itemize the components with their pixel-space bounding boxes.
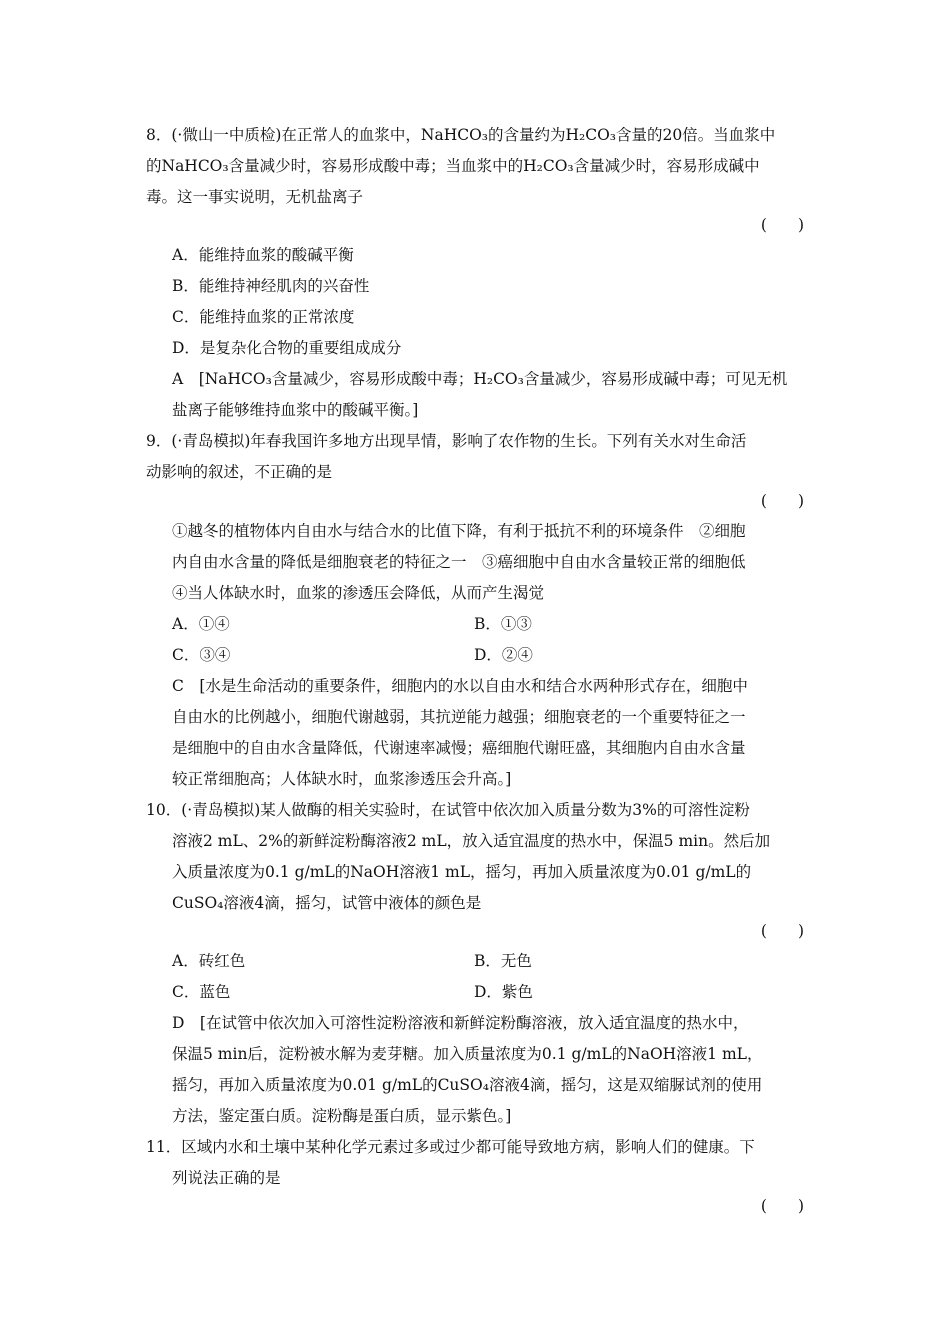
q8-option-b: B．能维持神经肌肉的兴奋性 (172, 277, 370, 295)
q9-statement-line-1: ①越冬的植物体内自由水与结合水的比值下降，有利于抵抗不利的环境条件 ②细胞 (172, 522, 746, 540)
q9-stem-line-1: 9．(·青岛模拟)年春我国许多地方出现旱情，影响了农作物的生长。下列有关水对生命活 (146, 432, 747, 450)
q10-option-c: C．蓝色 (172, 983, 231, 1001)
q11-stem-line-1: 11．区域内水和土壤中某种化学元素过多或过少都可能导致地方病，影响人们的健康。下 (146, 1138, 755, 1156)
q9-stem-line-2: 动影响的叙述，不正确的是 (146, 463, 333, 481)
q10-explanation-line-3: 摇匀，再加入质量浓度为0.01 g/mL的CuSO₄溶液4滴，摇匀，这是双缩脲试剂的使用 (172, 1076, 763, 1094)
q11-stem-line-2: 列说法正确的是 (172, 1169, 281, 1187)
q11-answer-paren: ( ) (760, 1197, 804, 1215)
q10-stem-line-3: 入质量浓度为0.1 g/mL的NaOH溶液1 mL，摇匀，再加入质量浓度为0.01 g/mL的 (172, 863, 752, 881)
q8-stem-line-2: 的NaHCO₃含量减少时，容易形成酸中毒；当血浆中的H₂CO₃含量减少时，容易形成碱中 (146, 157, 760, 175)
q10-option-b: B．无色 (474, 952, 532, 970)
q10-answer-paren: ( ) (760, 922, 804, 940)
q9-explanation-line-4: 较正常细胞高；人体缺水时，血浆渗透压会升高。] (172, 770, 512, 788)
q9-option-a: A．①④ (172, 615, 230, 633)
q9-explanation-line-2: 自由水的比例越小，细胞代谢越弱，其抗逆能力越强；细胞衰老的一个重要特征之一 (172, 708, 746, 726)
q9-explanation-line-3: 是细胞中的自由水含量降低，代谢速率减慢；癌细胞代谢旺盛，其细胞内自由水含量 (172, 739, 746, 757)
q10-stem-line-1: 10．(·青岛模拟)某人做酶的相关实验时，在试管中依次加入质量分数为3%的可溶性淀粉 (146, 801, 750, 819)
q10-option-d: D．紫色 (474, 983, 533, 1001)
q8-option-a: A．能维持血浆的酸碱平衡 (172, 246, 354, 264)
q9-statement-line-3: ④当人体缺水时，血浆的渗透压会降低，从而产生渴觉 (172, 584, 545, 602)
q9-statement-line-2: 内自由水含量的降低是细胞衰老的特征之一 ③癌细胞中自由水含量较正常的细胞低 (172, 553, 746, 571)
q10-explanation-line-4: 方法，鉴定蛋白质。淀粉酶是蛋白质，显示紫色。] (172, 1107, 512, 1125)
q10-explanation-line-2: 保温5 min后，淀粉被水解为麦芽糖。加入质量浓度为0.1 g/mL的NaOH溶液1 mL， (172, 1045, 763, 1063)
q8-answer-paren: ( ) (760, 216, 804, 234)
q8-option-d: D．是复杂化合物的重要组成成分 (172, 339, 402, 357)
q8-option-c: C．能维持血浆的正常浓度 (172, 308, 355, 326)
q8-stem-line-1: 8．(·微山一中质检)在正常人的血浆中，NaHCO₃的含量约为H₂CO₃含量的20倍。当血浆中 (146, 126, 776, 144)
q8-stem-line-3: 毒。这一事实说明，无机盐离子 (146, 188, 364, 206)
q9-option-d: D．②④ (474, 646, 533, 664)
q9-option-b: B．①③ (474, 615, 532, 633)
q9-answer-paren: ( ) (760, 492, 804, 510)
q10-explanation-line-1: D [在试管中依次加入可溶性淀粉溶液和新鲜淀粉酶溶液，放入适宜温度的热水中， (172, 1014, 749, 1032)
q10-stem-line-4: CuSO₄溶液4滴，摇匀，试管中液体的颜色是 (172, 894, 482, 912)
q9-option-c: C．③④ (172, 646, 231, 664)
q10-option-a: A．砖红色 (172, 952, 246, 970)
q10-stem-line-2: 溶液2 mL、2%的新鲜淀粉酶溶液2 mL，放入适宜温度的热水中，保温5 min。然后加 (172, 832, 771, 850)
q8-explanation-line-2: 盐离子能够维持血浆中的酸碱平衡。] (172, 401, 419, 419)
q9-explanation-line-1: C [水是生命活动的重要条件，细胞内的水以自由水和结合水两种形式存在，细胞中 (172, 677, 748, 695)
q8-explanation-line-1: A [NaHCO₃含量减少，容易形成酸中毒；H₂CO₃含量减少，容易形成碱中毒；可见无机 (172, 370, 788, 388)
